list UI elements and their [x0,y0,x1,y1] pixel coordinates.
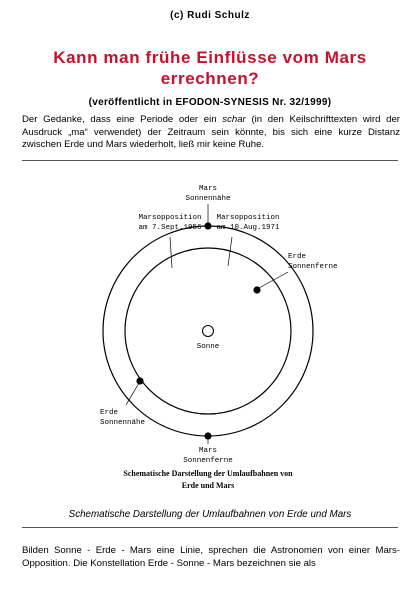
divider-bottom [22,527,398,528]
mars-aphel-dot [204,432,211,439]
figure-inner-caption-2: Erde und Mars [181,481,235,490]
label-opposition-1956-2: am 7.Sept.1956 [138,224,202,232]
earth-perihel-dot [136,377,143,384]
label-mars-aphel-1: Mars [198,447,218,455]
intro-text-1: Der Gedanke, dass eine Periode oder ein [22,114,223,125]
orbit-diagram [0,176,420,516]
figure-inner-caption-1: Schematische Darstellung der Umlaufbahnen von [123,469,293,478]
leader-earth-perihel [126,383,139,405]
label-mars-perihel-1: Mars [198,185,218,193]
body-paragraph: Bilden Sonne - Erde - Mars eine Linie, sprechen die Astronomen von einer Mars-Opposition. Die Konstellation Erde - Sonne - Mars bezeichnen sie als [22,545,400,569]
intro-paragraph [22,114,400,152]
publication-note: (veröffentlicht in EFODON-SYNESIS Nr. 32/1999) [88,97,332,108]
intro-emphasis: schar [222,114,246,125]
label-mars-perihel-2: Sonnennähe [185,195,231,203]
leader-earth-aphel [259,272,288,288]
label-earth-aphel-1: Erde [288,253,307,261]
label-mars-aphel-2: Sonnenferne [183,457,233,465]
copyright-line: (c) Rudi Schulz [170,10,250,21]
label-earth-perihel-2: Sonnennähe [100,419,146,427]
label-opposition-1971-2: am 10.Aug.1971 [216,224,280,232]
intro-text-2: (in den Keilschrifttexten wird der Ausdruck „ma“ verwendet) der Zeitraum sein könnte, bis sich eine kurze Distanz zwischen Erde und Mars wiederholt, ließ mir keine Ruhe. [22,114,401,150]
article-title: Kann man frühe Einflüsse vom Mars errechnen? [53,48,367,88]
label-opposition-1971-1: Marsopposition [216,214,280,222]
label-sun: Sonne [196,343,220,351]
sun-symbol [203,326,214,337]
label-earth-perihel-1: Erde [100,409,119,417]
figure-caption: Schematische Darstellung der Umlaufbahnen von Erde und Mars [68,509,352,520]
divider-top [22,160,398,161]
label-earth-aphel-2: Sonnenferne [288,263,338,271]
label-opposition-1956-1: Marsopposition [138,214,202,222]
leader-opposition-1956 [170,237,172,268]
